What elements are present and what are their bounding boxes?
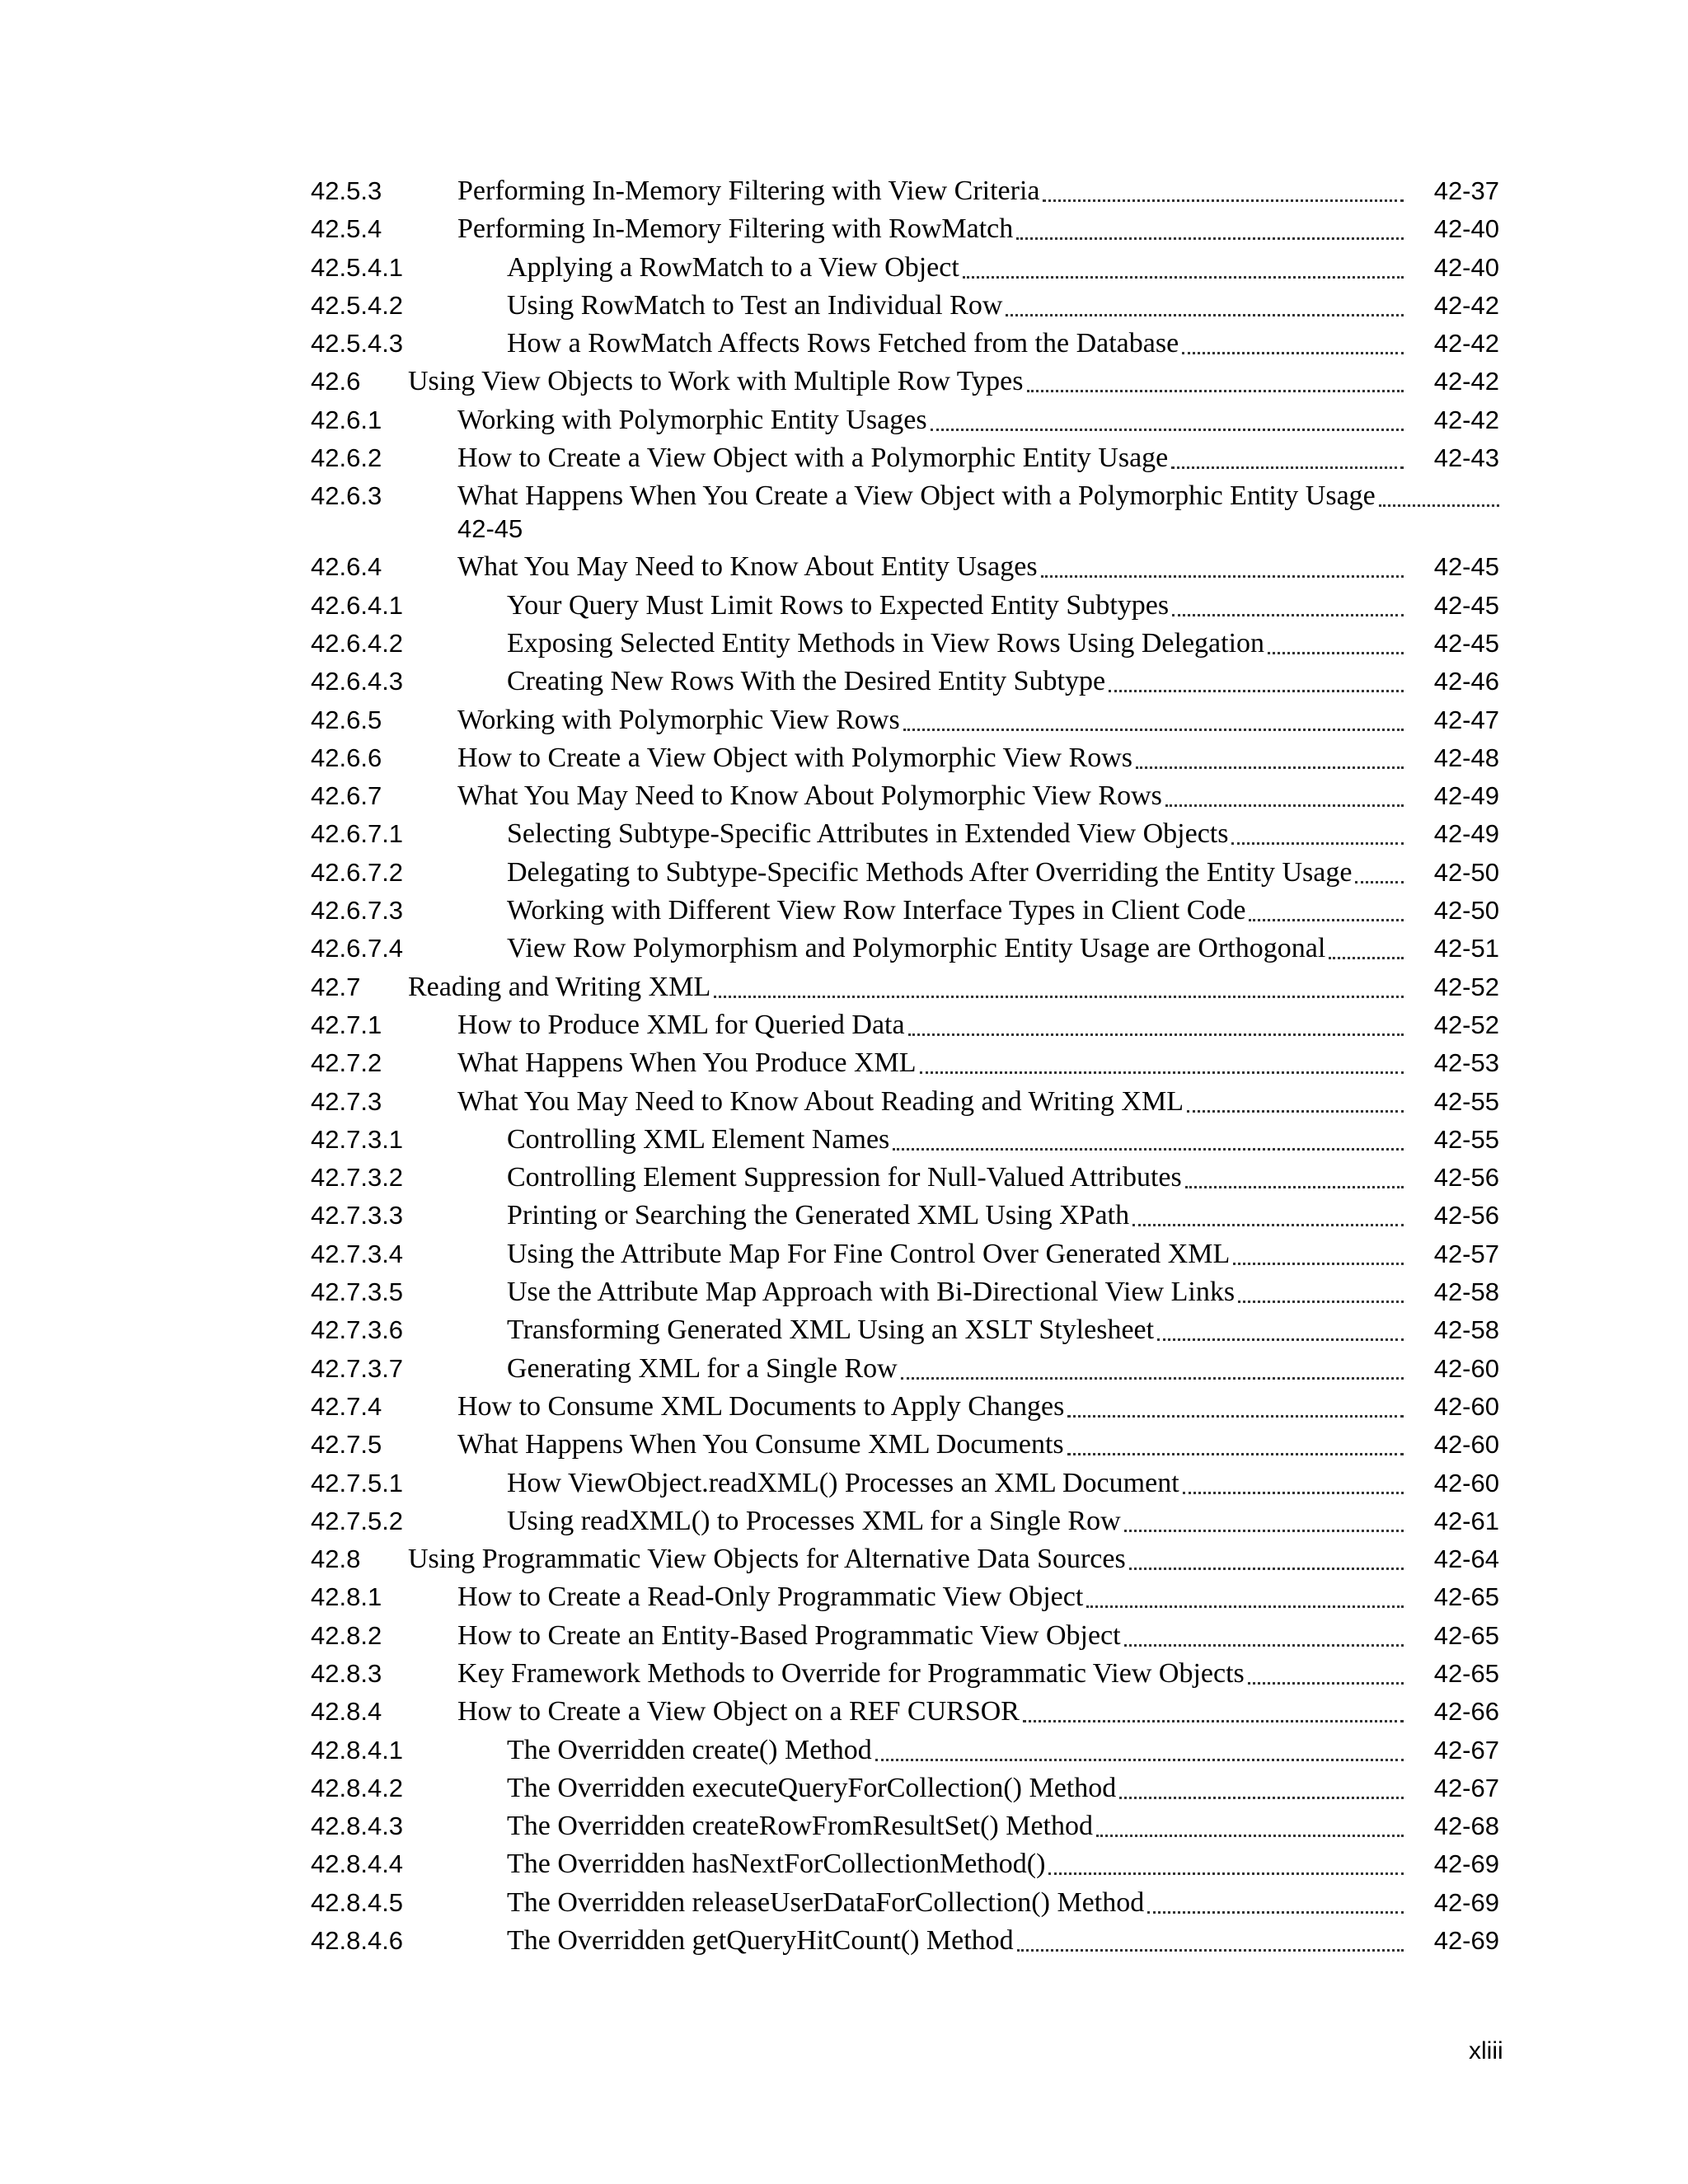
toc-entry-page: 42-50: [1433, 857, 1499, 887]
dot-leader: [1017, 1923, 1404, 1952]
dot-leader: [1119, 1770, 1404, 1799]
toc-entry-title-text: What You May Need to Know About Reading and Writing XML: [457, 1085, 1184, 1117]
toc-entry-page: 42-45: [1433, 590, 1499, 620]
toc-entry-number: 42.6.7.2: [311, 857, 404, 887]
toc-entry-title: [507, 1503, 1404, 1541]
toc-entry-page: 42-66: [1433, 1697, 1499, 1727]
dot-leader: [1136, 740, 1404, 769]
toc-entry-title: [457, 1427, 1404, 1465]
toc-entry-number: 42.8.4.5: [311, 1887, 404, 1917]
toc-entry-page: 42-55: [1433, 1086, 1499, 1116]
toc-entry-number: 42.6.7: [311, 781, 382, 811]
toc-entry-title: [507, 250, 1404, 288]
toc-entry-title-text: What Happens When You Create a View Object with a Polymorphic Entity Usage: [457, 480, 1376, 512]
toc-entry-title: [507, 1160, 1404, 1197]
toc-entry[interactable]: [311, 1465, 1499, 1503]
toc-entry-title-text: What Happens When You Produce XML: [457, 1047, 917, 1079]
toc-entry-title-text: Exposing Selected Entity Methods in View Rows Using Delegation: [507, 627, 1265, 658]
dot-leader: [1249, 893, 1404, 921]
dot-leader: [1329, 930, 1404, 959]
toc-entry[interactable]: [311, 1732, 1499, 1770]
toc-entry-title-text: Controlling Element Suppression for Null-Valued Attributes: [507, 1162, 1182, 1193]
toc-entry-number: 42.5.4.3: [311, 329, 404, 359]
toc-entry-number: 42.7.3.3: [311, 1201, 404, 1230]
toc-entry-title-text: The Overridden releaseUserDataForCollection() Method: [507, 1886, 1145, 1918]
toc-entry-title: [507, 1236, 1404, 1274]
toc-entry-number: 42.6.7.4: [311, 934, 404, 963]
toc-entry-title: [507, 893, 1404, 930]
toc-entry-title: [457, 1045, 1404, 1083]
dot-leader: [1231, 816, 1404, 845]
toc-entry[interactable]: [311, 1694, 1499, 1732]
toc-entry-title: [457, 1084, 1404, 1122]
toc-entry[interactable]: [311, 702, 1499, 740]
toc-entry-title: [457, 211, 1404, 249]
toc-entry[interactable]: [311, 1236, 1499, 1274]
toc-entry-title: [457, 1579, 1404, 1617]
toc-entry[interactable]: [311, 402, 1499, 440]
toc-entry-title-text: How to Create an Entity-Based Programmatic View Object: [457, 1619, 1121, 1651]
toc-entry[interactable]: [311, 288, 1499, 326]
toc-entry-title-text: How to Consume XML Documents to Apply Changes: [457, 1390, 1065, 1422]
toc-entry-title-text: Selecting Subtype-Specific Attributes in Extended View Objects: [507, 818, 1229, 850]
toc-entry-title: [507, 663, 1404, 701]
toc-entry-title-text: The Overridden create() Method: [507, 1734, 872, 1765]
toc-entry-title: [457, 549, 1404, 587]
dot-leader: [1171, 440, 1404, 469]
toc-entry[interactable]: [311, 1770, 1499, 1808]
toc-entry-number: 42.8.4.4: [311, 1849, 404, 1879]
toc-entry-page: 42-67: [1433, 1735, 1499, 1765]
toc-entry-title: [507, 1923, 1404, 1961]
toc-entry-number: 42.5.4: [311, 214, 382, 244]
toc-entry[interactable]: [311, 930, 1499, 968]
toc-entry[interactable]: [311, 740, 1499, 778]
toc-entry-number: 42.5.4.1: [311, 252, 404, 282]
toc-entry[interactable]: [311, 1007, 1499, 1045]
toc-entry-page: 42-47: [1433, 705, 1499, 734]
dot-leader: [908, 1007, 1404, 1036]
dot-leader: [903, 702, 1404, 731]
dot-leader: [1233, 1236, 1404, 1265]
toc-entry-page: 42-60: [1433, 1430, 1499, 1460]
toc-entry-number: 42.7.1: [311, 1010, 382, 1039]
toc-entry-page: 42-68: [1433, 1811, 1499, 1841]
toc-entry-title-text: Using View Objects to Work with Multiple Row Types: [408, 366, 1024, 397]
dot-leader: [1187, 1084, 1404, 1113]
toc-entry[interactable]: [311, 1656, 1499, 1694]
toc-entry-title-text: Use the Attribute Map Approach with Bi-Directional View Links: [507, 1277, 1236, 1308]
toc-entry[interactable]: [311, 1122, 1499, 1160]
toc-entry-title-text: The Overridden createRowFromResultSet() Method: [507, 1811, 1093, 1842]
toc-entry[interactable]: [311, 969, 1499, 1007]
toc-entry-title-text: Printing or Searching the Generated XML Using XPath: [507, 1200, 1130, 1231]
toc-entry-title-text: Using readXML() to Processes XML for a Single Row: [507, 1505, 1121, 1536]
dot-leader: [1172, 588, 1404, 616]
toc-entry-number: 42.6.4.2: [311, 628, 404, 658]
toc-entry[interactable]: [311, 626, 1499, 663]
toc-entry-title-text: The Overridden executeQueryForCollection() Method: [507, 1772, 1117, 1803]
toc-entry-title: [457, 1389, 1404, 1427]
toc-entry-page: 42-48: [1433, 743, 1499, 772]
dot-leader: [1248, 1656, 1404, 1685]
toc-entry-page: 42-69: [1433, 1926, 1499, 1956]
toc-entry-page: 42-45: [1433, 552, 1499, 582]
toc-entry-title: [457, 1694, 1404, 1732]
toc-entry-number: 42.7.3: [311, 1086, 382, 1116]
dot-leader: [1041, 549, 1404, 578]
toc-entry-number: 42.8.4.1: [311, 1735, 404, 1765]
toc-entry[interactable]: [311, 816, 1499, 854]
toc-entry-title-text: What You May Need to Know About Polymorphic View Rows: [457, 780, 1162, 812]
toc-entry-number: 42.7.5.2: [311, 1506, 404, 1535]
toc-entry-title: [507, 1465, 1404, 1503]
toc-entry-title-text: The Overridden getQueryHitCount() Method: [507, 1925, 1014, 1957]
toc-entry-number: 42.8.4.3: [311, 1811, 404, 1841]
toc-entry-title-text: How to Create a View Object on a REF CURSOR: [457, 1696, 1020, 1727]
toc-entry-page: 42-50: [1433, 896, 1499, 926]
dot-leader: [1109, 663, 1404, 692]
toc-entry-title: [457, 740, 1404, 778]
toc-entry-number: 42.7.3.6: [311, 1315, 404, 1345]
toc-entry-title-text: Applying a RowMatch to a View Object: [507, 251, 959, 283]
toc-entry-title-text: Creating New Rows With the Desired Entity Subtype: [507, 666, 1106, 697]
toc-entry-page: 42-57: [1433, 1239, 1499, 1268]
toc-entry[interactable]: [311, 1389, 1499, 1427]
toc-entry-page: 42-52: [1433, 1010, 1499, 1039]
toc-entry-number: 42.8.2: [311, 1620, 382, 1650]
dot-leader: [931, 402, 1404, 431]
dot-leader: [1379, 478, 1499, 507]
toc-entry-page: 42-60: [1433, 1353, 1499, 1383]
toc-entry-number: 42.6.4: [311, 552, 382, 582]
toc-entry-title: [507, 855, 1404, 893]
toc-entry-page: 42-51: [1433, 934, 1499, 963]
toc-entry-number: 42.5.3: [311, 176, 382, 205]
toc-entry-page: 42-65: [1433, 1582, 1499, 1612]
dot-leader: [1268, 626, 1404, 654]
toc-entry-number: 42.7.5: [311, 1430, 382, 1460]
toc-entry-title: [507, 1274, 1404, 1312]
dot-leader: [1027, 363, 1404, 392]
toc-entry-title: [408, 1541, 1404, 1579]
toc-entry[interactable]: [311, 778, 1499, 816]
toc-entry-number: 42.6: [311, 367, 361, 396]
toc-entry-page: 42-67: [1433, 1773, 1499, 1802]
toc-entry-title-text: What You May Need to Know About Entity Usages: [457, 551, 1038, 583]
toc-entry-number: 42.6.7.3: [311, 896, 404, 926]
dot-leader: [1096, 1808, 1404, 1837]
dot-leader: [1023, 1694, 1404, 1722]
dot-leader: [714, 969, 1404, 998]
dot-leader: [1124, 1503, 1404, 1532]
toc-entry[interactable]: [311, 326, 1499, 363]
toc-entry[interactable]: [311, 1618, 1499, 1656]
toc-entry-title-text: Performing In-Memory Filtering with View Criteria: [457, 176, 1040, 206]
toc-entry[interactable]: [311, 1160, 1499, 1197]
toc-entry[interactable]: [311, 1923, 1499, 1961]
toc-entry-title: [457, 778, 1404, 816]
toc-entry-title-text: Using RowMatch to Test an Individual Row: [507, 289, 1003, 321]
dot-leader: [1147, 1885, 1404, 1914]
toc-entry-title: [507, 1351, 1404, 1389]
toc-entry-title-text: How to Create a View Object with a Polymorphic Entity Usage: [457, 443, 1169, 474]
toc-entry-title: [507, 1122, 1404, 1160]
dot-leader: [1043, 173, 1404, 202]
toc-entry-number: 42.6.2: [311, 443, 382, 473]
toc-entry-number: 42.7.3.1: [311, 1124, 404, 1154]
toc-entry-number: 42.8: [311, 1544, 361, 1574]
toc-entry-title: [507, 588, 1404, 626]
toc-entry-page: 42-46: [1433, 667, 1499, 696]
toc-entry-title: [408, 969, 1404, 1007]
toc-entry-number: 42.6.4.1: [311, 590, 404, 620]
toc-entry-number: 42.8.4.2: [311, 1773, 404, 1802]
toc-entry[interactable]: [311, 440, 1499, 478]
toc-entry[interactable]: [311, 1885, 1499, 1923]
toc-entry-page: 42-61: [1433, 1506, 1499, 1535]
toc-entry-title-text: How to Create a View Object with Polymorphic View Rows: [457, 742, 1133, 773]
toc-entry-page: 42-64: [1433, 1544, 1499, 1574]
toc-entry-title: [507, 288, 1404, 326]
toc-entry-number: 42.8.4: [311, 1697, 382, 1727]
toc-entry[interactable]: [311, 211, 1499, 249]
toc-entry[interactable]: [311, 855, 1499, 893]
toc-entry-title: [457, 173, 1404, 211]
dot-leader: [1048, 1846, 1404, 1875]
dot-leader: [963, 250, 1404, 279]
toc-entry-number: 42.6.5: [311, 705, 382, 734]
toc-entry-number: 42.7.2: [311, 1048, 382, 1078]
dot-leader: [1355, 855, 1404, 883]
toc-entry-title-text: Working with Polymorphic Entity Usages: [457, 404, 927, 435]
toc-entry-page: 42-65: [1433, 1620, 1499, 1650]
toc-entry-title-text: Using the Attribute Map For Fine Control Over Generated XML: [507, 1238, 1231, 1269]
toc-entry-number: 42.6.3: [311, 481, 382, 511]
dot-leader: [893, 1122, 1404, 1151]
toc-entry-page: 42-42: [1433, 329, 1499, 359]
toc-entry-number: 42.8.4.6: [311, 1926, 404, 1956]
toc-entry-page: 42-42: [1433, 405, 1499, 434]
dot-leader: [1165, 778, 1404, 807]
toc-entry-number: 42.6.4.3: [311, 667, 404, 696]
toc-entry[interactable]: [311, 1045, 1499, 1083]
toc-entry-page: 42-52: [1433, 972, 1499, 1001]
toc-entry-number: 42.7.5.1: [311, 1468, 404, 1497]
dot-leader: [1129, 1541, 1404, 1570]
dot-leader: [1016, 211, 1404, 240]
toc-entry-title: [507, 1846, 1404, 1884]
toc-entry-number: 42.7.3.5: [311, 1277, 404, 1307]
toc-entry-number: 42.7.4: [311, 1391, 382, 1421]
toc-entry-title: [507, 816, 1404, 854]
toc-entry-title-text: Generating XML for a Single Row: [507, 1352, 898, 1384]
toc-entry-page: 42-43: [1433, 443, 1499, 473]
toc-entry-number: 42.7.3.4: [311, 1239, 404, 1268]
toc-entry-page: 42-42: [1433, 367, 1499, 396]
toc-entry-title: [507, 1732, 1404, 1770]
toc-entry[interactable]: [311, 478, 1499, 549]
toc-entry-page: 42-65: [1433, 1658, 1499, 1688]
toc-entry-number: 42.7.3.7: [311, 1353, 404, 1383]
toc-entry-page: 42-69: [1433, 1849, 1499, 1879]
toc-entry-title: [457, 702, 1404, 740]
toc-entry-number: 42.6.1: [311, 405, 382, 434]
toc-entry[interactable]: [311, 1579, 1499, 1617]
dot-leader: [1185, 1160, 1404, 1188]
toc-entry-title: [507, 1770, 1404, 1808]
toc-entry-title-text: How ViewObject.readXML() Processes an XML Document: [507, 1467, 1179, 1498]
page-number: xliii: [1469, 2037, 1503, 2064]
toc-entry-title-text: Controlling XML Element Names: [507, 1123, 890, 1155]
toc-entry-title-text: Your Query Must Limit Rows to Expected Entity Subtypes: [507, 589, 1170, 621]
toc-entry-title-text: Working with Different View Row Interface Types in Client Code: [507, 895, 1246, 926]
toc-entry-title: [457, 440, 1404, 478]
toc-entry-page: 42-58: [1433, 1315, 1499, 1345]
toc-entry[interactable]: [311, 663, 1499, 701]
toc-entry[interactable]: [311, 1084, 1499, 1122]
toc-entry[interactable]: [311, 1351, 1499, 1389]
toc-entry-page: 42-42: [1433, 290, 1499, 320]
toc-entry-title: [507, 1197, 1404, 1235]
toc-entry-title: [457, 1007, 1404, 1045]
toc-entry-title: [457, 478, 1499, 516]
toc-entry[interactable]: [311, 1846, 1499, 1884]
toc-entry-title-text: What Happens When You Consume XML Documents: [457, 1429, 1064, 1460]
toc-entry-number: 42.6.7.1: [311, 819, 404, 849]
toc-entry[interactable]: [311, 1197, 1499, 1235]
toc-entry-number: 42.8.1: [311, 1582, 382, 1612]
toc-entry-page: 42-56: [1433, 1163, 1499, 1193]
toc-entry-title: [507, 1808, 1404, 1846]
toc-entry[interactable]: [311, 1503, 1499, 1541]
toc-entry-title: [507, 930, 1404, 968]
toc-entry-title-text: How to Create a Read-Only Programmatic View Object: [457, 1582, 1084, 1613]
toc-entry-title-text: Working with Polymorphic View Rows: [457, 704, 900, 735]
toc-entry-title-text: Reading and Writing XML: [408, 971, 711, 1002]
toc-entry-page: 42-37: [1433, 176, 1499, 205]
toc-entry[interactable]: [311, 1274, 1499, 1312]
toc-entry-title: [457, 402, 1404, 440]
toc-entry-number: 42.8.3: [311, 1658, 382, 1688]
toc-entry-page: 42-60: [1433, 1468, 1499, 1497]
dot-leader: [1183, 1465, 1404, 1494]
toc-entry[interactable]: [311, 363, 1499, 401]
toc-entry-title-text: Delegating to Subtype-Specific Methods After Overriding the Entity Usage: [507, 856, 1353, 888]
dot-leader: [1132, 1197, 1404, 1226]
toc-entry-title: [408, 363, 1404, 401]
toc-entry-title: [507, 1885, 1404, 1923]
dot-leader: [1067, 1389, 1404, 1418]
toc-entry-title: [507, 326, 1404, 363]
dot-leader: [1182, 326, 1404, 354]
toc-entry-title: [507, 626, 1404, 663]
toc-entry-page: 42-49: [1433, 781, 1499, 811]
toc-entry-page: 42-40: [1433, 252, 1499, 282]
toc-entry-title-text: The Overridden hasNextForCollectionMethod(): [507, 1849, 1046, 1880]
toc-entry-page: 42-58: [1433, 1277, 1499, 1307]
dot-leader: [1006, 288, 1404, 316]
toc-entry-number: 42.7.3.2: [311, 1163, 404, 1193]
dot-leader: [1124, 1618, 1404, 1647]
toc-entry[interactable]: [311, 549, 1499, 587]
toc-entry[interactable]: [311, 173, 1499, 211]
toc-entry[interactable]: [311, 1541, 1499, 1579]
toc-entry[interactable]: [311, 250, 1499, 288]
table-of-contents: [311, 173, 1499, 1961]
toc-entry-title: [457, 1656, 1404, 1694]
dot-leader: [875, 1732, 1404, 1761]
toc-entry-page: 42-45: [457, 514, 523, 544]
dot-leader: [1238, 1274, 1404, 1303]
dot-leader: [1157, 1312, 1404, 1341]
dot-leader: [1067, 1427, 1404, 1455]
toc-entry-page: 42-53: [1433, 1048, 1499, 1078]
toc-entry-title: [457, 1618, 1404, 1656]
toc-entry-title-text: How to Produce XML for Queried Data: [457, 1009, 905, 1040]
toc-entry-title-text: View Row Polymorphism and Polymorphic Entity Usage are Orthogonal: [507, 933, 1326, 964]
toc-entry-page: 42-56: [1433, 1201, 1499, 1230]
toc-entry-title-text: Key Framework Methods to Override for Programmatic View Objects: [457, 1657, 1245, 1689]
toc-entry-title-text: Transforming Generated XML Using an XSLT Stylesheet: [507, 1315, 1155, 1346]
toc-entry[interactable]: [311, 588, 1499, 626]
toc-entry-page: 42-45: [1433, 628, 1499, 658]
toc-entry-page: 42-49: [1433, 819, 1499, 849]
toc-entry-page: 42-40: [1433, 214, 1499, 244]
toc-entry-title: [507, 1312, 1404, 1350]
toc-entry[interactable]: [311, 1808, 1499, 1846]
toc-entry-title-text: How a RowMatch Affects Rows Fetched from the Database: [507, 328, 1179, 359]
toc-entry[interactable]: [311, 893, 1499, 930]
toc-entry-title-text: Performing In-Memory Filtering with RowMatch: [457, 213, 1014, 245]
dot-leader: [1086, 1579, 1404, 1608]
toc-entry-number: 42.7: [311, 972, 361, 1001]
toc-entry-number: 42.6.6: [311, 743, 382, 772]
toc-entry[interactable]: [311, 1312, 1499, 1350]
toc-entry-number: 42.5.4.2: [311, 290, 404, 320]
toc-entry[interactable]: [311, 1427, 1499, 1465]
dot-leader: [901, 1351, 1404, 1380]
toc-entry-title-text: Using Programmatic View Objects for Alternative Data Sources: [408, 1544, 1126, 1575]
toc-entry-page: 42-69: [1433, 1887, 1499, 1917]
toc-entry-page: 42-55: [1433, 1124, 1499, 1154]
dot-leader: [920, 1045, 1404, 1074]
toc-entry-page: 42-60: [1433, 1391, 1499, 1421]
